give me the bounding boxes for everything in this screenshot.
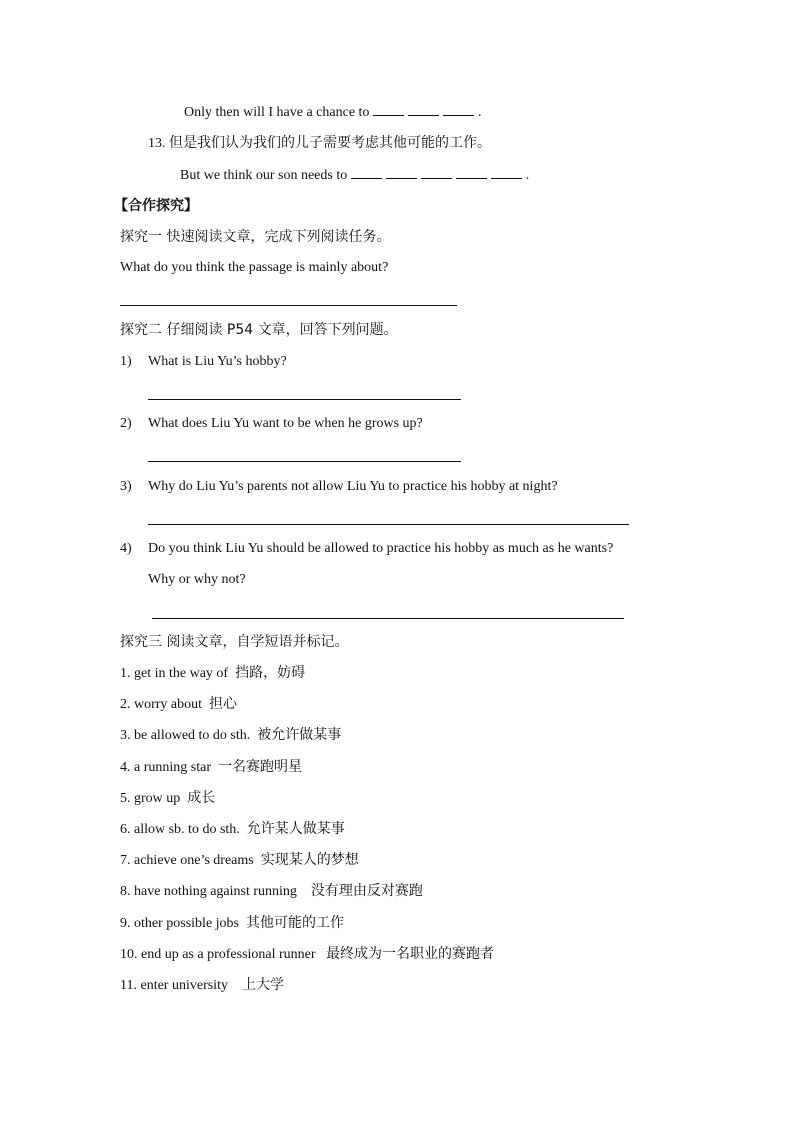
question-text: Why do Liu Yu’s parents not allow Liu Yu to practice his hobby at night?: [148, 479, 558, 494]
phrase-item: [120, 820, 345, 839]
phrase-en: 4. a running star: [120, 760, 211, 775]
phrase-en: 3. be allowed to do sth.: [120, 728, 251, 743]
answer-line[interactable]: [120, 305, 457, 306]
answer-blank[interactable]: [351, 166, 382, 179]
answer-blank[interactable]: [491, 166, 522, 179]
phrase-en: 1. get in the way of: [120, 666, 229, 681]
task2-title: 探究二 仔细阅读 P54 文章，回答下列问题。: [120, 322, 398, 338]
task2-question-4-cont: Why or why not?: [148, 572, 246, 587]
phrase-zh: 被允许做某事: [257, 727, 342, 743]
ex13-number: 13.: [148, 136, 166, 151]
task2-question-4: [120, 540, 613, 558]
answer-blank[interactable]: [408, 103, 439, 116]
task2-question-1: [120, 353, 287, 371]
answer-blank[interactable]: [386, 166, 417, 179]
answer-blank[interactable]: [421, 166, 452, 179]
phrase-zh: 成长: [187, 790, 216, 806]
ex12-sentence: Only then will I have a chance to: [184, 105, 370, 120]
phrase-item: [120, 695, 237, 714]
question-text: What does Liu Yu want to be when he grows up?: [148, 416, 423, 431]
phrase-en: 10. end up as a professional runner: [120, 947, 316, 962]
phrase-en: 5. grow up: [120, 791, 181, 806]
answer-blank[interactable]: [456, 166, 487, 179]
phrase-item: [120, 789, 215, 808]
task2-question-3: [120, 478, 558, 496]
answer-blank[interactable]: [443, 103, 474, 116]
answer-line[interactable]: [148, 399, 461, 400]
ex13-chinese-line: [148, 134, 491, 153]
answer-line[interactable]: [148, 524, 629, 525]
task2-question-2: [120, 415, 423, 433]
phrase-item: [120, 851, 359, 870]
phrase-en: 11. enter university: [120, 978, 228, 993]
section-heading: 【合作探究】: [114, 198, 198, 214]
question-number: 2): [120, 416, 132, 431]
task1-title: 探究一 快速阅读文章，完成下列阅读任务。: [120, 229, 391, 245]
answer-line[interactable]: [152, 618, 624, 619]
phrase-zh: 实现某人的梦想: [260, 852, 359, 868]
phrase-zh: 最终成为一名职业的赛跑者: [326, 946, 495, 962]
phrase-en: 8. have nothing against running: [120, 884, 297, 899]
ex13-sentence: But we think our son needs to: [180, 168, 348, 183]
phrase-zh: 其他可能的工作: [246, 915, 344, 931]
phrase-item: [120, 758, 302, 777]
ex13-chinese: 但是我们认为我们的儿子需要考虑其他可能的工作。: [169, 135, 491, 151]
phrase-zh: 允许某人做某事: [246, 821, 345, 837]
question-number: 3): [120, 479, 132, 494]
phrase-item: [120, 945, 494, 964]
question-text: What is Liu Yu’s hobby?: [148, 354, 287, 369]
ex13-sentence-line: But we think our son needs to .: [180, 168, 530, 183]
phrase-en: 9. other possible jobs: [120, 916, 239, 931]
phrase-item: [120, 976, 284, 995]
question-text: Do you think Liu Yu should be allowed to practice his hobby as much as he wants?: [148, 541, 614, 556]
phrase-en: 7. achieve one’s dreams: [120, 853, 254, 868]
question-number: 4): [120, 541, 132, 556]
phrase-item: [120, 914, 344, 933]
phrase-zh: 担心: [209, 696, 238, 712]
phrase-en: 2. worry about: [120, 697, 203, 712]
question-number: 1): [120, 354, 132, 369]
answer-blank[interactable]: [373, 103, 404, 116]
phrase-item: [120, 726, 341, 745]
phrase-en: 6. allow sb. to do sth.: [120, 822, 240, 837]
phrase-zh: 挡路，妨碍: [235, 665, 306, 681]
task3-title: 探究三 阅读文章，自学短语并标记。: [120, 634, 349, 650]
phrase-zh: 上大学: [241, 977, 284, 993]
ex12-sentence-line: Only then will I have a chance to .: [184, 105, 482, 120]
phrase-zh: 没有理由反对赛跑: [310, 883, 423, 899]
answer-line[interactable]: [148, 461, 461, 462]
task1-question: What do you think the passage is mainly about?: [120, 260, 389, 275]
phrase-item: [120, 664, 305, 683]
phrase-zh: 一名赛跑明星: [217, 759, 302, 775]
phrase-item: [120, 882, 423, 901]
